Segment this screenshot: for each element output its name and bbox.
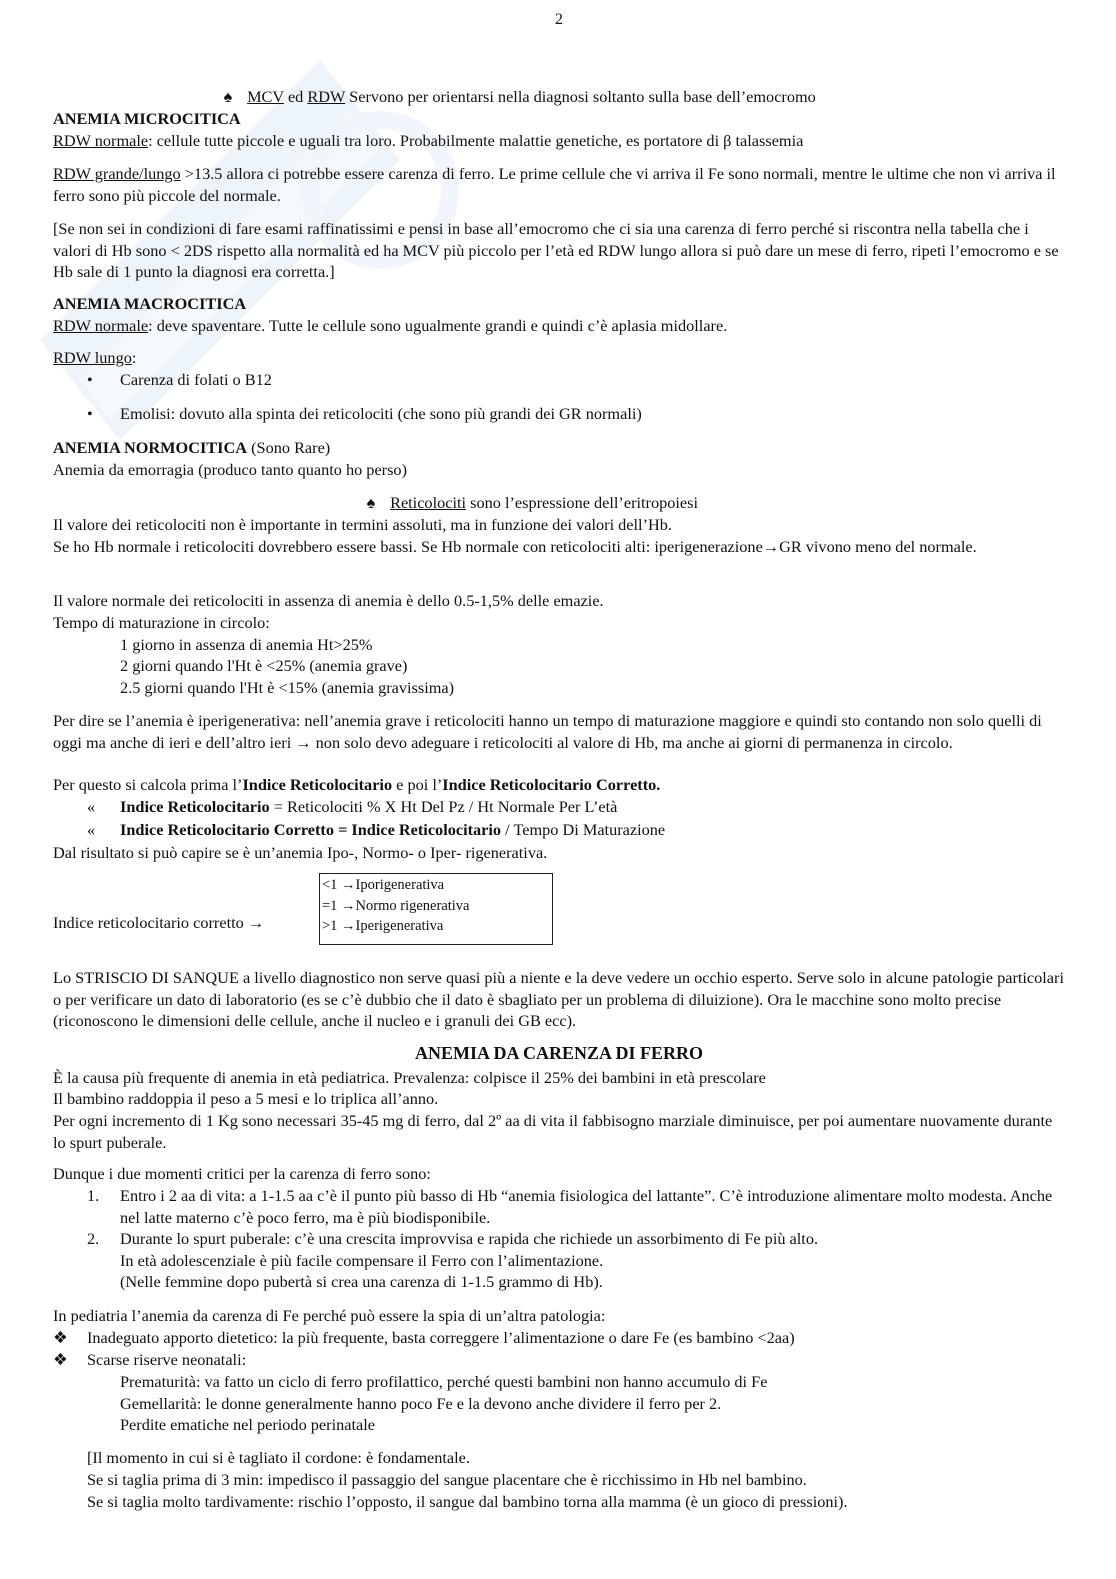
heading-microcitica: ANEMIA MICROCITICA (53, 109, 241, 128)
normo-text: Anemia da emorragia (produco tanto quanto ho perso) (53, 460, 407, 479)
guillemet-icon: « (87, 797, 96, 816)
ferro-line-1: È la causa più frequente di anemia in età pediatrica. Prevalenza: colpisce il 25% dei bambini in età prescolare (53, 1068, 766, 1087)
list-item: ❖ Scarse riserve neonatali: (53, 1350, 247, 1369)
box-line: =1 →Normo rigenerativa (322, 897, 470, 914)
macro-rdw-normal: RDW normale: deve spaventare. Tutte le cellule sono ugualmente grandi e quindi c’è aplasia midollare. (53, 316, 728, 335)
micro-rdw-normal: RDW normale: cellule tutte piccole e uguali tra loro. Probabilmente malattie genetiche, es portatore di β talassemia (53, 131, 804, 150)
cord-line-3: Se si taglia molto tardivamente: rischio l’opposto, il sangue dal bambino torna alla mamma (è un gioco di pressioni). (87, 1492, 848, 1511)
list-item: ❖ Inadeguato apporto dietetico: la più frequente, basta correggere l’alimentazione o dare Fe (es bambino <2aa) (53, 1328, 795, 1347)
maturation-time-3: 2.5 giorni quando l'Ht è <15% (anemia gravissima) (120, 678, 455, 697)
list-item: 1. Entro i 2 aa di vita: a 1-1.5 aa c’è il punto più basso di Hb “anemia fisiologica del lattante”. C’è introduzione alimentare molto modesta. Anche nel latte materno c’è poco ferro, ma è più biodisponibile. (87, 1186, 1053, 1227)
micro-bracket-note: [Se non sei in condizioni di fare esami raffinatissimi e pensi in base all’emocromo che ci sia una carenza di ferro perché si riscontra nella tabella che i valori di Hb sono < 2DS rispetto alla normalità ed ha MCV più piccolo per l’età ed RDW lungo allora si può dare un mese di ferro, ripeti l’emocromo e se Hb sale di 1 punto la diagnosi era corretta.] (53, 219, 1059, 282)
retic-normal-value: Il valore normale dei reticolociti in assenza di anemia è dello 0.5-1,5% delle emazie. (53, 591, 604, 610)
striscio-para: Lo STRISCIO DI SANQUE a livello diagnostico non serve quasi più a niente e la deve vedere un occhio esperto. Serve solo in alcune patologie particolari o per verificare un dato di laboratorio (es se c’è dubbio che il dato è sbagliato per un problema di diluizione). Ora le macchine sono molto precise (riconoscono le dimensioni delle cellule, anche il nucleo e i granuli dei GB ecc). (53, 968, 1064, 1031)
retic-maturation-title: Tempo di maturazione in circolo: (53, 613, 270, 632)
retic-result-note: Dal risultato si può capire se è un’anemia Ipo-, Normo- o Iper- rigenerativa. (53, 843, 548, 862)
ferro-line-2: Il bambino raddoppia il peso a 5 mesi e lo triplica all’anno. (53, 1089, 439, 1108)
retic-line-1: Il valore dei reticolociti non è importante in termini assoluti, ma in funzione dei valori dell’Hb. (53, 515, 672, 534)
ferro-line-5: In pediatria l’anemia da carenza di Fe perché può essere la spia di un’altra patologia: (53, 1306, 606, 1325)
micro-rdw-big: RDW grande/lungo >13.5 allora ci potrebbe essere carenza di ferro. Le prime cellule che vi arriva il Fe sono normali, mentre le ultime che non vi arriva il ferro sono più piccole del normale. (53, 164, 1056, 205)
list-item: 2. Durante lo spurt puberale: c’è una crescita improvvisa e rapida che richiede un assorbimento di Fe più alto. In età adolescenziale è più facile compensare il Ferro con l’alimentazione. (Nelle femmine dopo pubertà si crea una carenza di 1-1.5 grammo di Hb). (87, 1229, 819, 1292)
diamond-bullet-icon: ❖ (53, 1350, 68, 1369)
guillemet-icon: « (87, 820, 96, 839)
formula-indice: « Indice Reticolocitario = Reticolociti % X Ht Del Pz / Ht Normale Per L’età (53, 796, 1065, 818)
retic-iperigenerativa-para: Per dire se l’anemia è iperigenerativa: nell’anemia grave i reticolociti hanno un tempo di maturazione maggiore e quindi sto contando non solo quelli di oggi ma anche di ieri e dell’altro ieri → non solo devo adeguare i reticolociti al valore di Hb, ma anche ai giorni di permanenza in circolo. (53, 711, 1042, 752)
macro-rdw-long: RDW lungo: (53, 348, 137, 367)
retic-formula-intro: Per questo si calcola prima l’Indice Reticolocitario e poi l’Indice Reticolocitario Corretto. (53, 775, 661, 794)
bullet-icon: • (87, 404, 93, 423)
ferro-line-4: Dunque i due momenti critici per la carenza di ferro sono: (53, 1164, 431, 1183)
sub-cause-3: Perdite ematiche nel periodo perinatale (120, 1415, 375, 1434)
list-item: • Emolisi: dovuto alla spinta dei reticolociti (che sono più grandi dei GR normali) (87, 404, 642, 423)
box-line: >1 →Iperigenerativa (322, 918, 444, 934)
box-line: <1 →Iporigenerativa (322, 877, 445, 893)
box-label: Indice reticolocitario corretto → (53, 913, 265, 932)
cord-line-1: [Il momento in cui si è tagliato il cordone: è fondamentale. (87, 1448, 470, 1467)
cord-line-2: Se si taglia prima di 3 min: impedisco il passaggio del sangue placentare che è ricchissimo in Hb nel bambino. (87, 1470, 807, 1489)
indice-table-box (319, 873, 553, 945)
sub-cause-2: Gemellarità: le donne generalmente hanno poco Fe e la devono anche dividere il ferro per 2. (120, 1394, 722, 1413)
sub-cause-1: Prematurità: va fatto un ciclo di ferro profilattico, perché questi bambini non hanno accumulo di Fe (120, 1372, 768, 1391)
diamond-bullet-icon: ❖ (53, 1328, 68, 1347)
list-item: • Carenza di folati o B12 (87, 370, 272, 389)
formula-indice-corretto: « Indice Reticolocitario Corretto = Indice Reticolocitario / Tempo Di Maturazione (53, 819, 1065, 841)
ferro-line-3: Per ogni incremento di 1 Kg sono necessari 35-45 mg di ferro, dal 2º aa di vita il fabbisogno marziale diminuisce, per poi aumentare nuovamente durante lo spurt puberale. (53, 1111, 1053, 1152)
spade-note-reticolociti: ♠ Reticolociti sono l’espressione dell’eritropoiesi (53, 492, 1116, 514)
heading-macrocitica: ANEMIA MACROCITICA (53, 294, 247, 313)
retic-line-2: Se ho Hb normale i reticolociti dovrebbero essere bassi. Se Hb normale con reticolociti alti: iperigenerazione→GR vivono meno del normale. (53, 537, 977, 556)
heading-carenza-ferro: ANEMIA DA CARENZA DI FERRO (414, 1043, 704, 1063)
maturation-time-1: 1 giorno in assenza di anemia Ht>25% (120, 635, 373, 654)
spade-icon: ♠ (366, 493, 376, 512)
spade-icon: ♠ (223, 87, 233, 106)
spade-note-mcv: ♠ MCV ed RDW Servono per orientarsi nella diagnosi soltanto sulla base dell’emocromo (53, 86, 1116, 108)
maturation-time-2: 2 giorni quando l'Ht è <25% (anemia grave) (120, 656, 408, 675)
page-number: 2 (554, 9, 564, 28)
bullet-icon: • (87, 370, 93, 389)
heading-normocitica: ANEMIA NORMOCITICA (Sono Rare) (53, 438, 331, 457)
